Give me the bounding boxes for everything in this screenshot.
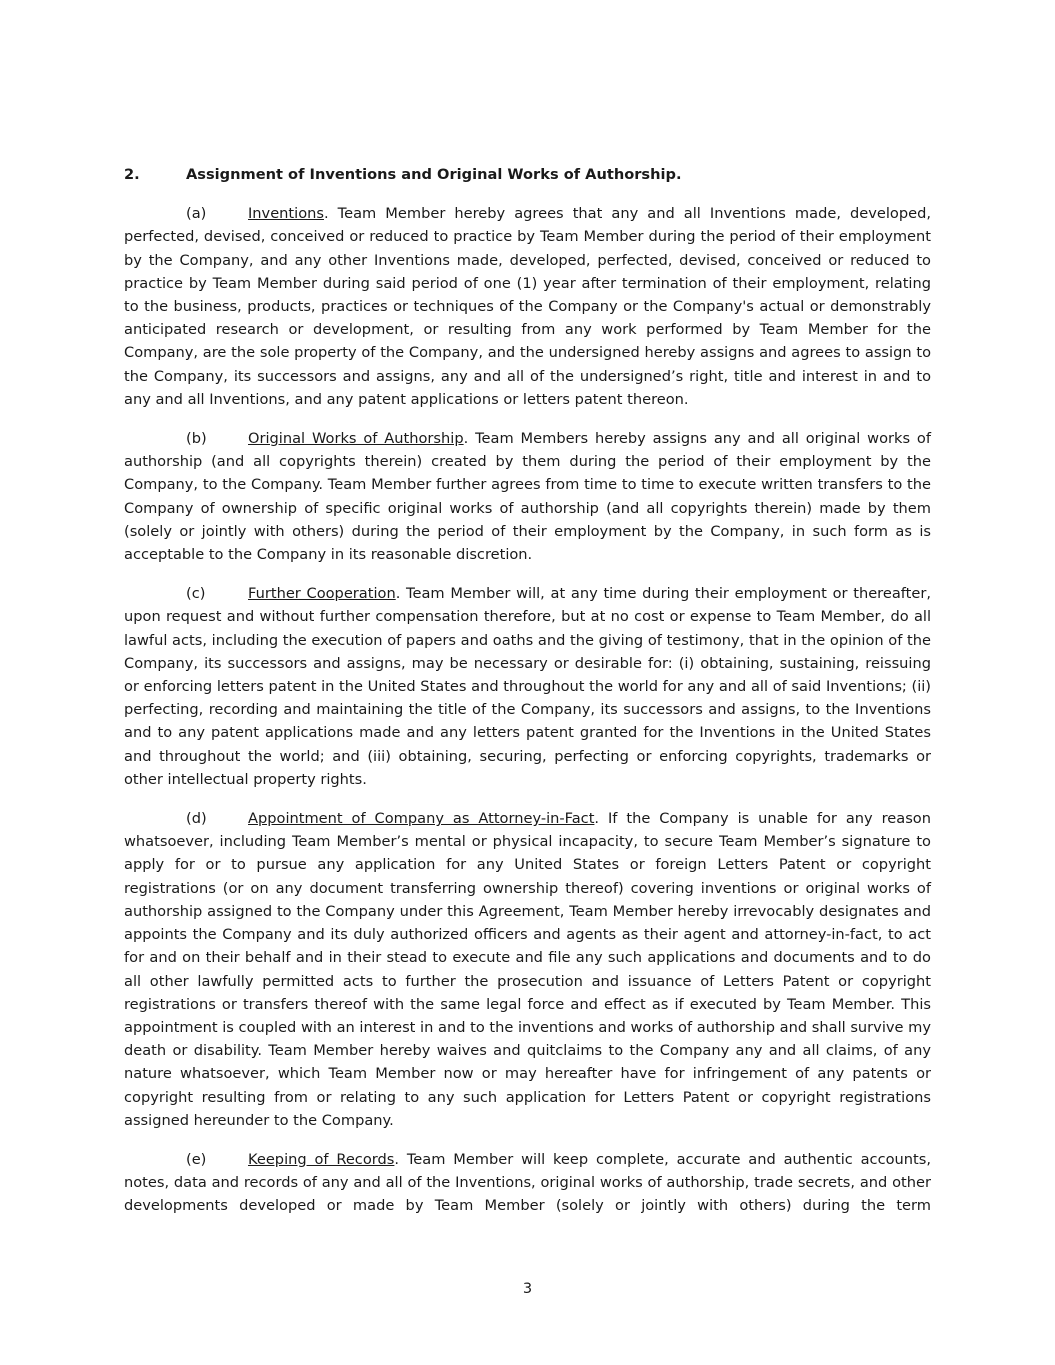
paragraph-original-works <box>124 427 931 566</box>
paragraph-text: . Team Members hereby assigns any and all original works of authorship (and all copyrights therein) created by them during the period of their employment by the Company, to the Company. Team Member further agrees from time to time to execute written transfers to the Company of ownership of specific original works of authorship (and all copyrights therein) made by them (solely or jointly with others) during the period of their employment by the Company, in such form as is acceptable to the Company in its reasonable discretion. <box>124 430 931 564</box>
paragraph-title: Further Cooperation <box>248 585 396 603</box>
paragraph-text: . Team Member hereby agrees that any and all Inventions made, developed, perfected, devised, conceived or reduced to practice by Team Member during the period of their employment by the Company, and any other Inventions made, developed, perfected, devised, conceived or reduced to practice by Team Member during said period of one (1) year after termination of their employment, relating to the business, products, practices or techniques of the Company or the Company's actual or demonstrably anticipated research or development, or resulting from any work performed by Team Member for the Company, are the sole property of the Company, and the undersigned hereby assigns and agrees to assign to the Company, its successors and assigns, any and all of the undersigned’s right, title and interest in and to any and all Inventions, and any patent applications or letters patent thereon. <box>124 205 931 408</box>
section-number: 2. <box>124 166 140 183</box>
section-heading <box>124 163 931 186</box>
paragraph-label: (b) <box>186 430 207 448</box>
paragraph-label: (e) <box>186 1150 207 1168</box>
page-number: 3 <box>522 1280 533 1297</box>
paragraph-title: Appointment of Company as Attorney-in-Fact <box>248 810 595 828</box>
paragraph-title: Keeping of Records <box>248 1150 395 1168</box>
paragraph-further-cooperation <box>124 582 931 791</box>
paragraph-text: . Team Member will keep complete, accurate and authentic accounts, notes, data and records of any and all of the Inventions, original works of authorship, trade secrets, and other developments developed or made by Team Member (solely or jointly with others) during the term <box>124 1150 931 1215</box>
paragraph-label: (d) <box>186 810 207 828</box>
paragraph-title: Original Works of Authorship <box>248 430 464 448</box>
paragraph-label: (a) <box>186 205 207 223</box>
paragraph-title: Inventions <box>248 205 324 223</box>
document-page <box>124 163 931 1218</box>
paragraph-text: . If the Company is unable for any reason whatsoever, including Team Member’s mental or physical incapacity, to secure Team Member’s signature to apply for or to pursue any application for any United States or foreign Letters Patent or copyright registrations (or on any document transferring ownership thereof) covering inventions or original works of authorship assigned to the Company under this Agreement, Team Member hereby irrevocably designates and appoints the Company and its duly authorized officers and agents as their agent and attorney-in-fact, to act for and on their behalf and in their stead to execute and file any such applications and documents and to do all other lawfully permitted acts to further the prosecution and issuance of Letters Patent or copyright registrations or transfers thereof with the same legal force and effect as if executed by Team Member. This appointment is coupled with an interest in and to the inventions and works of authorship and shall survive my death or disability. Team Member hereby waives and quitclaims to the Company any and all claims, of any nature whatsoever, which Team Member now or may hereafter have for infringement of any patents or copyright resulting from or relating to any such application for Letters Patent or copyright registrations assigned hereunder to the Company. <box>124 810 931 1129</box>
paragraph-label: (c) <box>186 585 206 603</box>
paragraph-inventions <box>124 202 931 411</box>
paragraph-keeping-of-records <box>124 1148 931 1218</box>
section-title: Assignment of Inventions and Original Works of Authorship. <box>186 166 682 183</box>
paragraph-text: . Team Member will, at any time during their employment or thereafter, upon request and without further compensation therefore, but at no cost or expense to Team Member, do all lawful acts, including the execution of papers and oaths and the giving of testimony, that in the opinion of the Company, its successors and assigns, may be necessary or desirable for: (i) obtaining, sustaining, reissuing or enforcing letters patent in the United States and throughout the world for any and all of said Inventions; (ii) perfecting, recording and maintaining the title of the Company, its successors and assigns, to the Inventions and to any patent applications made and any letters patent granted for the Inventions in the United States and throughout the world; and (iii) obtaining, securing, perfecting or enforcing copyrights, trademarks or other intellectual property rights. <box>124 585 932 788</box>
paragraph-attorney-in-fact <box>124 807 931 1132</box>
